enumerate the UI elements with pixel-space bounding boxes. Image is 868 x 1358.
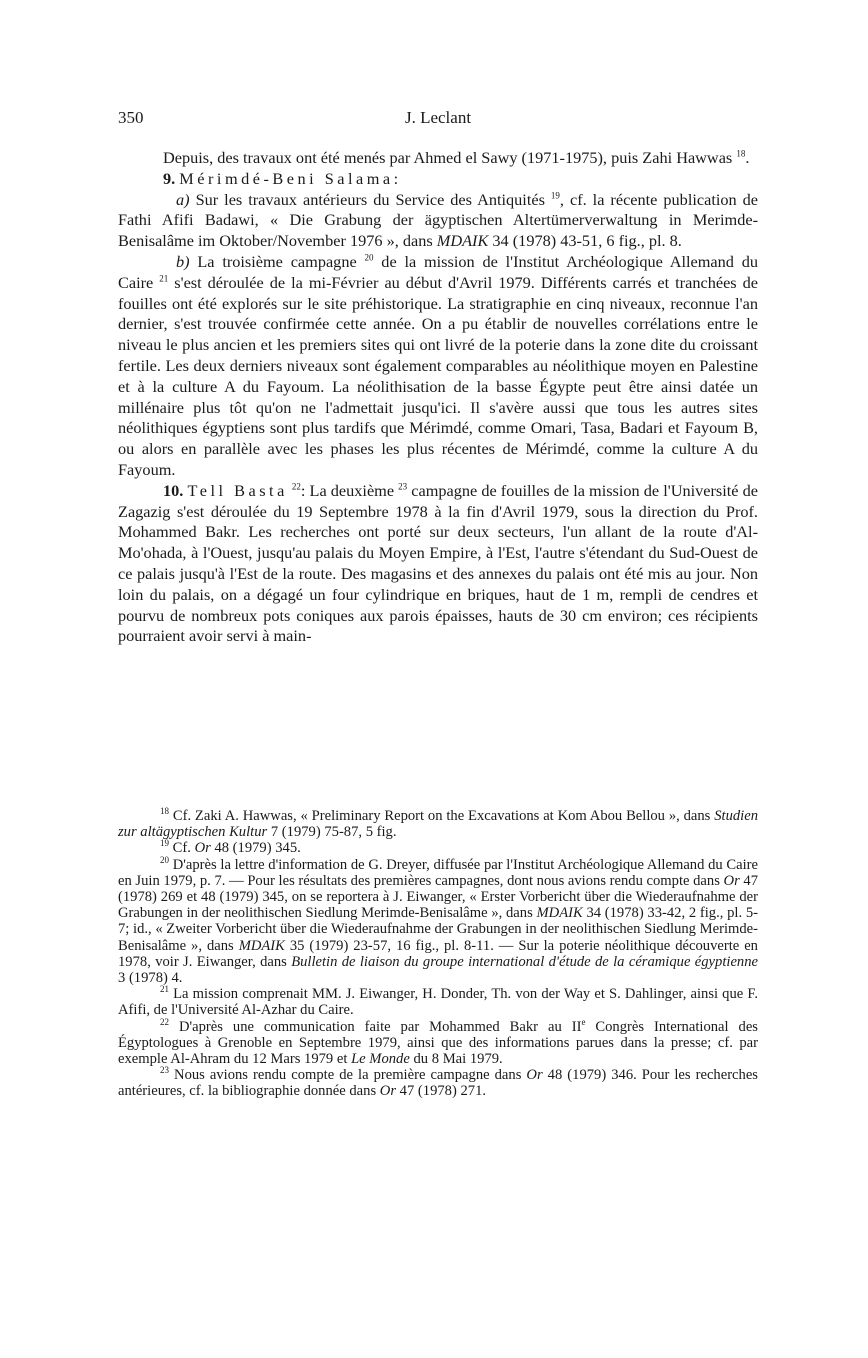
footnote-22: $^{22}$ D'après une communication faite par Mohammed Bakr au IIe Congrès International des Égyptologues à Grenoble en Septembre 1979, ainsi que des informations parues dans la presse; cf. par exemple Al-Ahram du 12 Mars 1979 et Le Monde du 8 Mai 1979. (118, 1016, 758, 1068)
footnote-18: $^{18}$ Cf. Zaki A. Hawwas, « Preliminary Report on the Excavations at Kom Abou Bellou », dans Studien zur altägyptischen Kultur 7 (1979) 75-87, 5 fig. (118, 806, 758, 841)
journal-title: MDAIK (436, 231, 489, 251)
footnote-ref: 21 (159, 273, 169, 284)
paragraph-9b: b) La troisième campagne $^{20}$ de la mission de l'Institut Archéologique Allemand du Caire $^{21}$ s'est déroulée de la mi-Février au début d'Avril 1979. Différents carrés et tranchées de fouilles ont été explorés sur le site préhistorique. La stratigraphie en cinq niveaux, reconnue l'an dernier, s'est trouvée confirmée cette année. On a pu établir de nouvelles corrélations entre le niveau le plus ancien et les premiers sites qui ont livré de la poterie dans la zone dite du croissant fertile. Les deux derniers niveaux sont également comparables au néolithique moyen en Palestine et à la culture A du Fayoum. La néolithisation de la basse Égypte peut être ainsi datée un millénaire plus tôt qu'on ne l'admettait jusqu'ici. Il s'avère aussi que tous les autres sites néolithiques égyptiens sont plus tardifs que Mérimdé, comme Omari, Tasa, Badari et Fayoum B, ou alors en parallèle avec les phases les plus récentes de Mérimdé, comme la culture A du Fayoum. (118, 251, 759, 479)
footnote-ref: 19 (550, 190, 560, 201)
footnote-ref: 23 (398, 481, 408, 492)
running-head: J. Leclant (404, 108, 472, 127)
main-text (118, 148, 758, 647)
section-number: 10. (163, 480, 184, 500)
footnote-21: $^{21}$ La mission comprenait MM. J. Eiwanger, H. Donder, Th. von der Way et S. Dahlinger, ainsi que F. Afifi, de l'Université Al-Azhar du Caire. (118, 984, 758, 1019)
footnote-19: $^{19}$ Cf. Or 48 (1979) 345. (160, 838, 301, 857)
footnote-20: $^{20}$ D'après la lettre d'information de G. Dreyer, diffusée par l'Institut Archéologique Allemand du Caire en Juin 1979, p. 7. — Pour les résultats des premières campagnes, dont nous avions rendu compte dans Or 47 (1978) 269 et 48 (1979) 345, on se reportera à J. Eiwanger, « Erster Vorbericht über die Wiederaufnahme der Grabungen in der neolithischen Siedlung Merimde-Benisalâme », dans MDAIK 34 (1978) 33-42, 2 fig., pl. 5-7; id., « Zweiter Vorbericht über die Wiederaufnahme der Grabungen in der neolithischen Siedlung Merimde-Benisalâme », dans MDAIK 35 (1979) 23-57, 16 fig., pl. 8-11. — Sur la poterie néolithique découverte en 1978, voir J. Eiwanger, dans Bulletin de liaison du groupe international d'étude de la céramique égyptienne 3 (1978) 4. (118, 854, 759, 987)
section-title: Mérimdé-Beni Salama: (179, 168, 402, 188)
section-9-heading (118, 169, 758, 190)
paragraph-10: 10. Tell Basta $^{22}$: La deuxième $^{23}$ campagne de fouilles de la mission de l'Université de Zagazig s'est déroulée du 19 Septembre 1978 à la fin d'Avril 1979, sous la direction du Prof. Mohammed Bakr. Les recherches ont porté sur deux secteurs, l'un allant de la route d'Al-Mo'ohada, à l'Ouest, jusqu'au palais du Moyen Empire, à l'Est, l'autre s'étendant du Sud-Ouest de ce palais jusqu'à l'Est de la route. Des magasins et des annexes du palais ont été mis au jour. Non loin du palais, on a dégagé un four cylindrique en briques, haut de 1 m, rempli de cendres et pourvu de nombreux pots coniques aux parois épaisses, hauts de 30 cm environ; ces récipients pourraient avoir servi à main- (118, 480, 758, 646)
footnotes (118, 808, 758, 1100)
page-header (118, 108, 758, 134)
footnote-23: $^{23}$ Nous avions rendu compte de la première campagne dans Or 48 (1979) 346. Pour les recherches antérieures, cf. la bibliographie donnée dans Or 47 (1978) 271. (118, 1065, 758, 1100)
footnote-ref: 20 (364, 252, 374, 263)
paragraph-intro: Depuis, des travaux ont été menés par Ahmed el Sawy (1971-1975), puis Zahi Hawwas $^{18}$. (163, 148, 750, 167)
section-title: Tell Basta (187, 480, 288, 500)
paragraph-9a: a) Sur les travaux antérieurs du Service des Antiquités $^{19}$, cf. la récente publication de Fathi Afifi Badawi, « Die Grabung der ägyptischen Altertümerverwaltung in Merimde-Benisalâme im Oktober/November 1976 », dans MDAIK 34 (1978) 43-51, 6 fig., pl. 8. (118, 189, 759, 251)
page-number: 350 (118, 108, 144, 127)
footnote-ref: 18 (736, 148, 746, 159)
section-number: 9. (163, 168, 176, 188)
footnote-ref: 22 (291, 481, 301, 492)
